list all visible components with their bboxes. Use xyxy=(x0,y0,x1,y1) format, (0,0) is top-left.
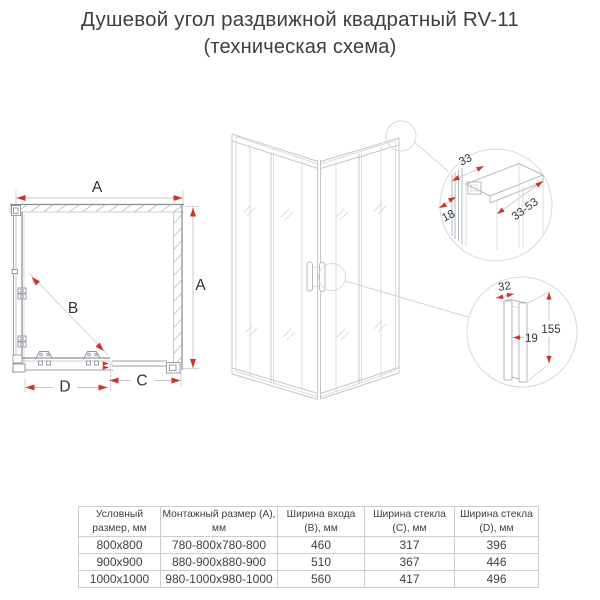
table-row xyxy=(79,571,539,588)
header-nominal-size: Условный размер, мм xyxy=(79,507,161,537)
roller-bottom-left xyxy=(36,352,52,366)
table-cell: 496 xyxy=(455,571,539,588)
table-header-row xyxy=(79,507,539,537)
dim-label-a-right: A xyxy=(195,277,206,294)
dimension-handle-19 xyxy=(513,333,538,345)
table-cell: 560 xyxy=(278,571,365,588)
size-spec-table xyxy=(78,506,539,588)
dimension-d xyxy=(25,362,111,396)
dimension-c xyxy=(109,372,181,390)
dimension-b-diagonal xyxy=(29,273,108,355)
table-cell: 446 xyxy=(455,554,539,571)
header-glass-d-width: Ширина стекла (D), мм xyxy=(455,507,539,537)
table-cell: 417 xyxy=(365,571,455,588)
dim-label-d: D xyxy=(59,378,71,396)
detail-wall-profile xyxy=(438,149,552,261)
table-cell: 780-800x780-800 xyxy=(161,537,278,554)
detail-handle xyxy=(467,277,577,387)
dim-label-18: 18 xyxy=(440,208,458,225)
table-row xyxy=(79,537,539,554)
table-cell: 900x900 xyxy=(79,554,161,571)
perspective-view xyxy=(232,121,468,400)
table-cell: 367 xyxy=(365,554,455,571)
leader-to-profile-detail xyxy=(414,142,448,171)
dim-label-19: 19 xyxy=(525,333,538,345)
dimension-profile-33-53 xyxy=(496,179,545,223)
wall-bracket-top-left xyxy=(12,206,21,216)
glass-shine-marks xyxy=(243,203,386,340)
table-cell: 510 xyxy=(278,554,365,571)
dim-label-155: 155 xyxy=(541,324,561,336)
table-cell: 317 xyxy=(365,537,455,554)
dim-label-c: C xyxy=(136,372,148,390)
title-line-2: (техническая схема) xyxy=(203,35,397,58)
top-wall-hatching xyxy=(18,205,183,212)
plan-view xyxy=(10,179,206,396)
roller-bottom-right xyxy=(84,352,100,366)
dimension-a-top xyxy=(16,179,183,204)
table-cell: 460 xyxy=(278,537,365,554)
dimension-handle-32 xyxy=(496,280,515,300)
title-line-1: Душевой угол раздвижной квадратный RV-11 xyxy=(81,8,519,31)
dim-label-b: B xyxy=(67,300,79,317)
profile-clip xyxy=(12,270,18,274)
wall-connector-bottom-right xyxy=(167,363,181,374)
table-cell: 800x800 xyxy=(79,537,161,554)
dim-label-33: 33 xyxy=(457,152,475,169)
right-wall-hatching xyxy=(174,215,182,366)
table-cell: 1000x1000 xyxy=(79,571,161,588)
table-cell: 980-1000x980-1000 xyxy=(161,571,278,588)
header-mount-size: Монтажный размер (A), мм xyxy=(161,507,278,537)
dimension-a-right xyxy=(183,207,206,369)
table-cell: 880-900x880-900 xyxy=(161,554,278,571)
callout-circle-corner xyxy=(386,121,416,151)
leader-to-handle-detail xyxy=(345,281,468,317)
table-row xyxy=(79,554,539,571)
dim-label-32: 32 xyxy=(497,280,512,294)
dim-label-a-top: A xyxy=(91,179,103,196)
dim-label-33-53: 33-53 xyxy=(509,196,541,224)
header-entry-width: Ширина входа (B), мм xyxy=(278,507,365,537)
header-glass-c-width: Ширина стекла (C), мм xyxy=(365,507,455,537)
table-cell: 396 xyxy=(455,537,539,554)
